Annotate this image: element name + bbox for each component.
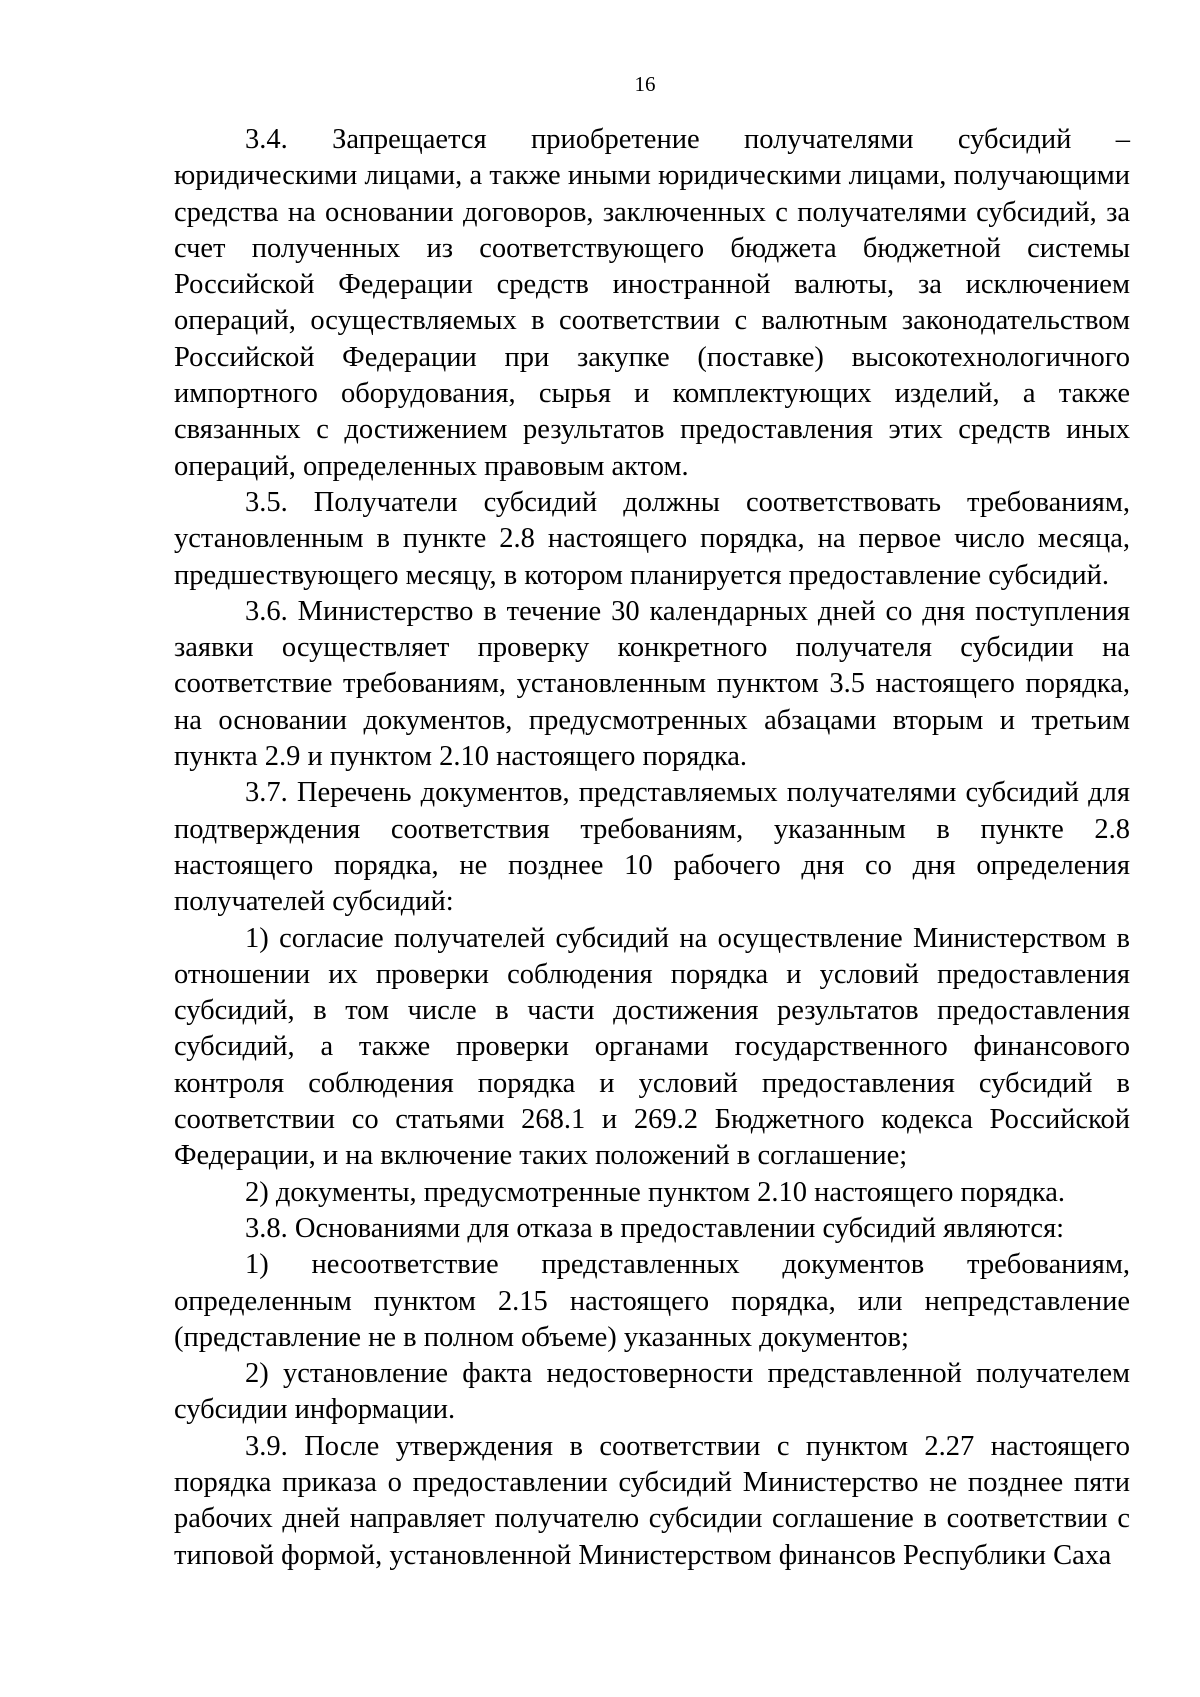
paragraph-3-7-item-1: 1) согласие получателей субсидий на осуществление Министерством в отношении их проверки соблюдения порядка и условий предоставления субсидий, в том числе в части достижения результатов предоставления субсидий, а также проверки органами государственного финансового контроля соблюдения порядка и условий предоставления субсидий в соответствии со статьями 268.1 и 269.2 Бюджетного кодекса Российской Федерации, и на включение таких положений в соглашение; [174,922,1130,1172]
paragraph-3-5: 3.5. Получатели субсидий должны соответствовать требованиям, установленным в пункте 2.8 настоящего порядка, на первое число месяца, предшествующего месяцу, в котором планируется предоставление субсидий. [174,486,1130,591]
paragraph-3-9: 3.9. После утверждения в соответствии с пунктом 2.27 настоящего порядка приказа о предоставлении субсидий Министерство не позднее пяти рабочих дней направляет получателю субсидии соглашение в соответствии с типовой формой, установленной Министерством финансов Республики Саха [174,1430,1130,1571]
paragraph-3-7-item-2: 2) документы, предусмотренные пунктом 2.10 настоящего порядка. [245,1176,1066,1208]
paragraph-3-8: 3.8. Основаниями для отказа в предоставлении субсидий являются: [245,1212,1065,1244]
paragraph-3-6: 3.6. Министерство в течение 30 календарных дней со дня поступления заявки осуществляет проверку конкретного получателя субсидии на соответствие требованиям, установленным пунктом 3.5 настоящего порядка, на основании документов, предусмотренных абзацами вторым и третьим пункта 2.9 и пунктом 2.10 настоящего порядка. [174,595,1130,773]
page-number: 16 [634,72,656,96]
document-body [174,122,1130,1574]
paragraph-3-7: 3.7. Перечень документов, представляемых получателями субсидий для подтверждения соответствия требованиям, указанным в пункте 2.8 настоящего порядка, не позднее 10 рабочего дня со дня определения получателей субсидий: [174,777,1130,918]
paragraph-3-4: 3.4. Запрещается приобретение получателями субсидий – юридическими лицами, а также иными юридическими лицами, получающими средства на основании договоров, заключенных с получателями субсидий, за счет полученных из соответствующего бюджета бюджетной системы Российской Федерации средств иностранной валюты, за исключением операций, осуществляемых в соответствии с валютным законодательством Российской Федерации при закупке (поставке) высокотехнологичного импортного оборудования, сырья и комплектующих изделий, а также связанных с достижением результатов предоставления этих средств иных операций, определенных правовым актом. [174,124,1130,482]
paragraph-3-8-item-1: 1) несоответствие представленных документов требованиям, определенным пунктом 2.15 настоящего порядка, или непредставление (представление не в полном объеме) указанных документов; [174,1249,1130,1353]
paragraph-3-8-item-2: 2) установление факта недостоверности представленной получателем субсидии информации. [174,1358,1130,1426]
